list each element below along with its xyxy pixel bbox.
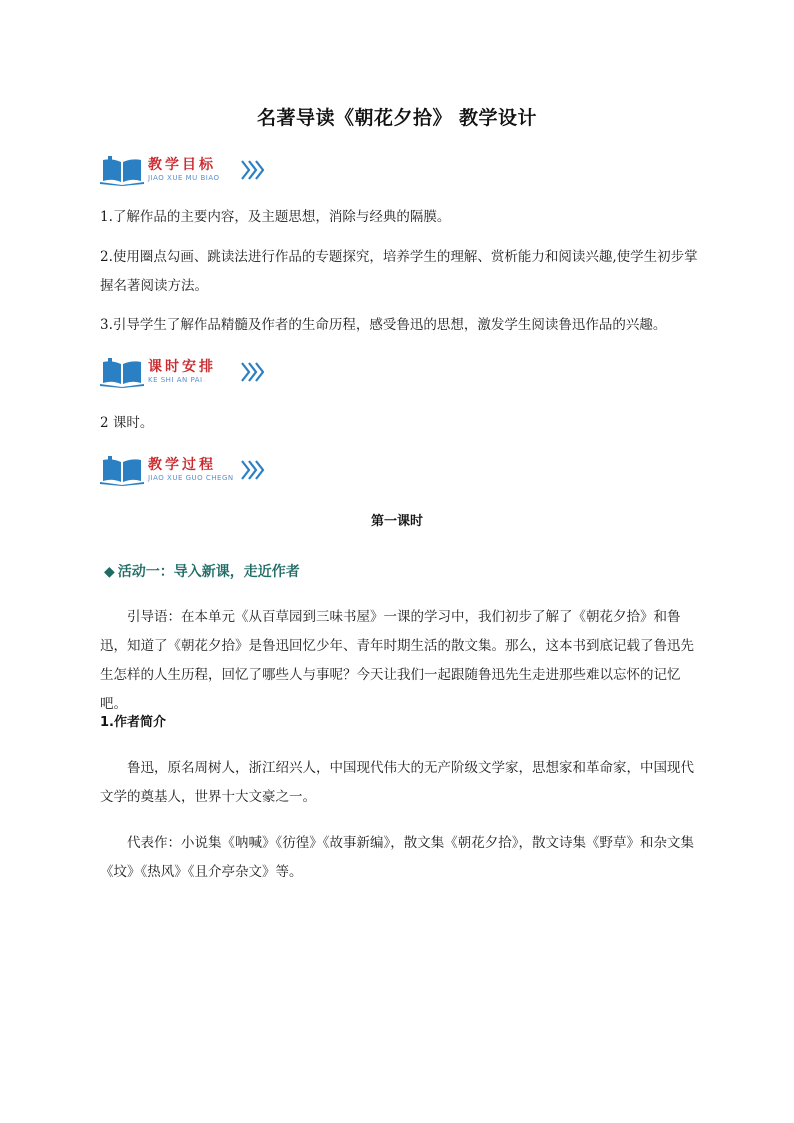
objective-2: 2.使用圈点勾画、跳读法进行作品的专题探究，培养学生的理解、赏析能力和阅读兴趣,使学生初步掌握名著阅读方法。 (100, 249, 698, 294)
triple-chevron-icon (240, 458, 264, 482)
open-book-icon (100, 358, 144, 388)
section-header-objectives (100, 153, 340, 193)
document-title: 名著导读《朝花夕拾》 教学设计 (256, 107, 538, 129)
works-paragraph: 代表作：小说集《呐喊》《彷徨》《故事新编》，散文集《朝花夕拾》，散文诗集《野草》和杂文集《坟》《热风》《且介亭杂文》等。 (100, 835, 694, 880)
triple-chevron-icon (240, 360, 264, 384)
author-intro-heading: 1.作者简介 (100, 715, 166, 730)
open-book-icon (100, 156, 144, 186)
section-header-process (100, 453, 340, 493)
section-pinyin: KE SHI AN PAI (148, 376, 203, 384)
triple-chevron-icon (240, 158, 264, 182)
intro-paragraph: 引导语：在本单元《从百草园到三味书屋》一课的学习中，我们初步了解了《朝花夕拾》和鲁迅，知道了《朝花夕拾》是鲁迅回忆少年、青年时期生活的散文集。那么，这本书到底记载了鲁迅先生怎样的人生历程，回忆了哪些人与事呢？今天让我们一起跟随鲁迅先生走进那些难以忘怀的记忆吧。 (100, 609, 694, 712)
activity-title: 活动一：导入新课，走近作者 (117, 564, 300, 580)
objective-3: 3.引导学生了解作品精髓及作者的生命历程，感受鲁迅的思想，激发学生阅读鲁迅作品的兴趣。 (100, 317, 667, 333)
section-title: 课时安排 (148, 359, 216, 375)
section-pinyin: JIAO XUE GUO CHEGN (148, 474, 234, 482)
section-pinyin: JIAO XUE MU BIAO (148, 174, 220, 182)
section-title: 教学目标 (148, 157, 216, 173)
lesson-title: 第一课时 (370, 514, 423, 529)
author-bio-paragraph: 鲁迅，原名周树人，浙江绍兴人，中国现代伟大的无产阶级文学家，思想家和革命家，中国现代文学的奠基人，世界十大文豪之一。 (100, 760, 694, 805)
objective-1: 1.了解作品的主要内容，及主题思想，消除与经典的隔膜。 (100, 209, 451, 225)
schedule-text: 2 课时。 (100, 415, 154, 431)
activity-heading (104, 561, 300, 581)
open-book-icon (100, 456, 144, 486)
section-header-schedule (100, 355, 340, 395)
diamond-bullet-icon: ◆ (104, 564, 115, 580)
section-title: 教学过程 (148, 457, 216, 473)
